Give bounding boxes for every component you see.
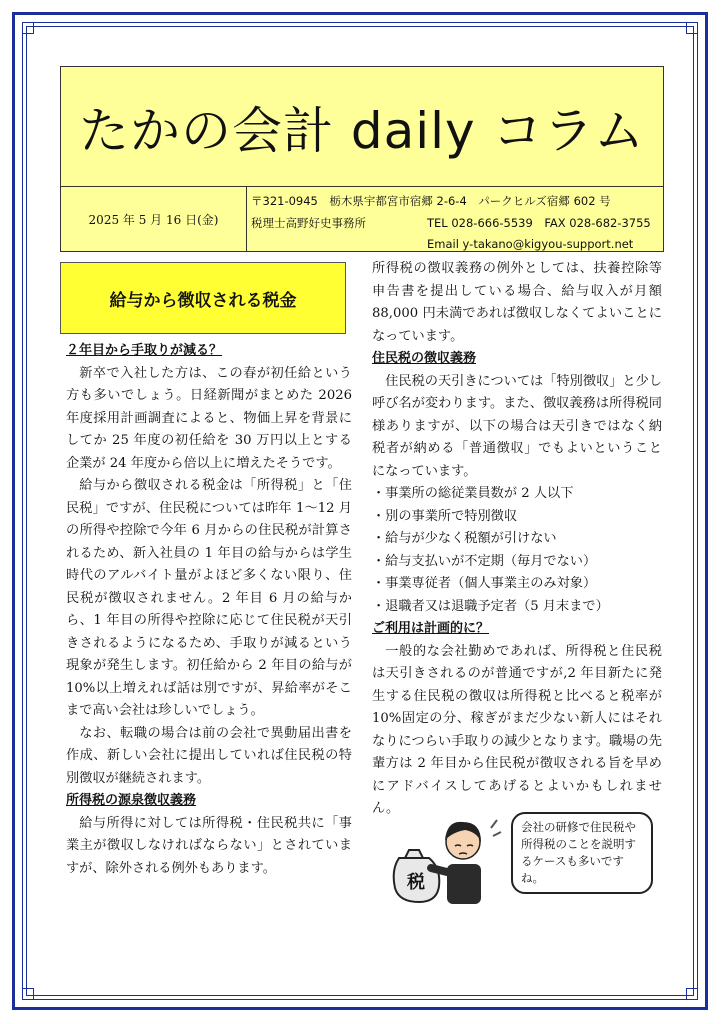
issue-date: 2025 年 5 月 16 日(金)	[61, 187, 247, 251]
paragraph: 新卒で入社した方は、この春が初任給という方も多いでしょう。日経新聞がまとめた 2026 年度採用計画調査によると、物価上昇を背景にしてか 25 年度の初任給を 30 万円以上とする企業が 24 年度から倍以上に増えたそうです。	[66, 365, 352, 471]
office-email: Email y-takano@kigyou-support.net	[427, 237, 634, 251]
paragraph: 所得税の徴収義務の例外としては、扶養控除等申告書を提出している場合、給与収入が月額 88,000 円未満であれば徴収しなくてよいことになっています。	[372, 261, 662, 344]
frame-corner	[686, 22, 698, 34]
section-heading: 住民税の徴収義務	[372, 351, 477, 366]
frame-corner	[686, 988, 698, 1000]
section-heading: 所得税の源泉徴収義務	[66, 793, 197, 808]
frame-corner	[22, 988, 34, 1000]
list-item: ・事業専従者（個人事業主のみ対象）	[372, 576, 597, 591]
frame-corner	[22, 22, 34, 34]
newsletter-title: たかの会計 daily コラム	[61, 67, 663, 187]
article-title-badge: 給与から徴収される税金	[60, 262, 346, 334]
list-item: ・給与支払いが不定期（毎月でない）	[372, 553, 597, 569]
header-box	[60, 66, 664, 252]
office-info	[251, 189, 661, 251]
paragraph: 住民税の天引きについては「特別徴収」と少し呼び名が変わります。また、徴収義務は所得税同様ありますが、以下の場合は天引きではなく納税者が納める「普通徴収」でもよいということになっています。	[372, 373, 662, 479]
section-heading: ご利用は計画的に？	[372, 621, 490, 636]
office-name: 税理士高野好史事務所	[251, 216, 366, 230]
speech-bubble: 会社の研修で住民税や所得税のことを説明するケースも多いですね。	[511, 812, 653, 894]
paragraph: 給与所得に対しては所得税・住民税共に「事業主が徴収しなければならない」とされていますが、除外される例外もあります。	[66, 815, 352, 876]
paragraph: なお、転職の場合は前の会社で異動届出書を作成、新しい会社に提出していれば住民税の特別徴収が継続されます。	[66, 725, 352, 786]
tax-bag-label: 税	[407, 872, 425, 893]
left-column	[66, 340, 352, 880]
list-item: ・退職者又は退職予定者（5 月末まで）	[372, 598, 609, 614]
exception-list	[372, 483, 662, 618]
right-column	[372, 258, 662, 821]
office-address: 〒321-0945 栃木県宇都宮市宿郷 2-6-4 パークヒルズ宿郷 602 号	[251, 194, 611, 208]
person-with-tax-bag-icon	[385, 810, 503, 910]
paragraph: 給与から徴収される税金は「所得税」と「住民税」ですが、住民税については昨年 1～12 月の所得や控除で今年 6 月からの住民税が計算されるため、新入社員の 1 年目の給与からは学生時代のアルバイト量がよほど多くない限り、住民税が徴収されません。2 年目 6 月の給与から、1 年目の所得や控除に応じて住民税が天引きされるようになるため、手取りが減るという現象が発生します。初任給から 2 年目の給与が 10%以上増えれば話は別ですが、昇給率がそこまで高い会社は珍しいでしょう。	[66, 478, 352, 718]
list-item: ・別の事業所で特別徴収	[372, 508, 518, 524]
office-phone-fax: TEL 028-666-5539 FAX 028-682-3755	[427, 216, 651, 230]
paragraph: 一般的な会社勤めであれば、所得税と住民税は天引きされるのが普通ですが,2 年目新たに発生する住民税の徴収は所得税と比べると税率が 10%固定の分、稼ぎがまだ少ない新人にはそれなりにつらい手取りの減少となります。職場の先輩方は 2 年目から住民税が徴収される旨を早めにアドバイスしてあげるとよいかもしれません。	[372, 643, 662, 816]
section-heading: ２年目から手取りが減る？	[66, 343, 223, 358]
list-item: ・事業所の総従業員数が 2 人以下	[372, 486, 574, 501]
list-item: ・給与が少なく税額が引けない	[372, 531, 557, 546]
